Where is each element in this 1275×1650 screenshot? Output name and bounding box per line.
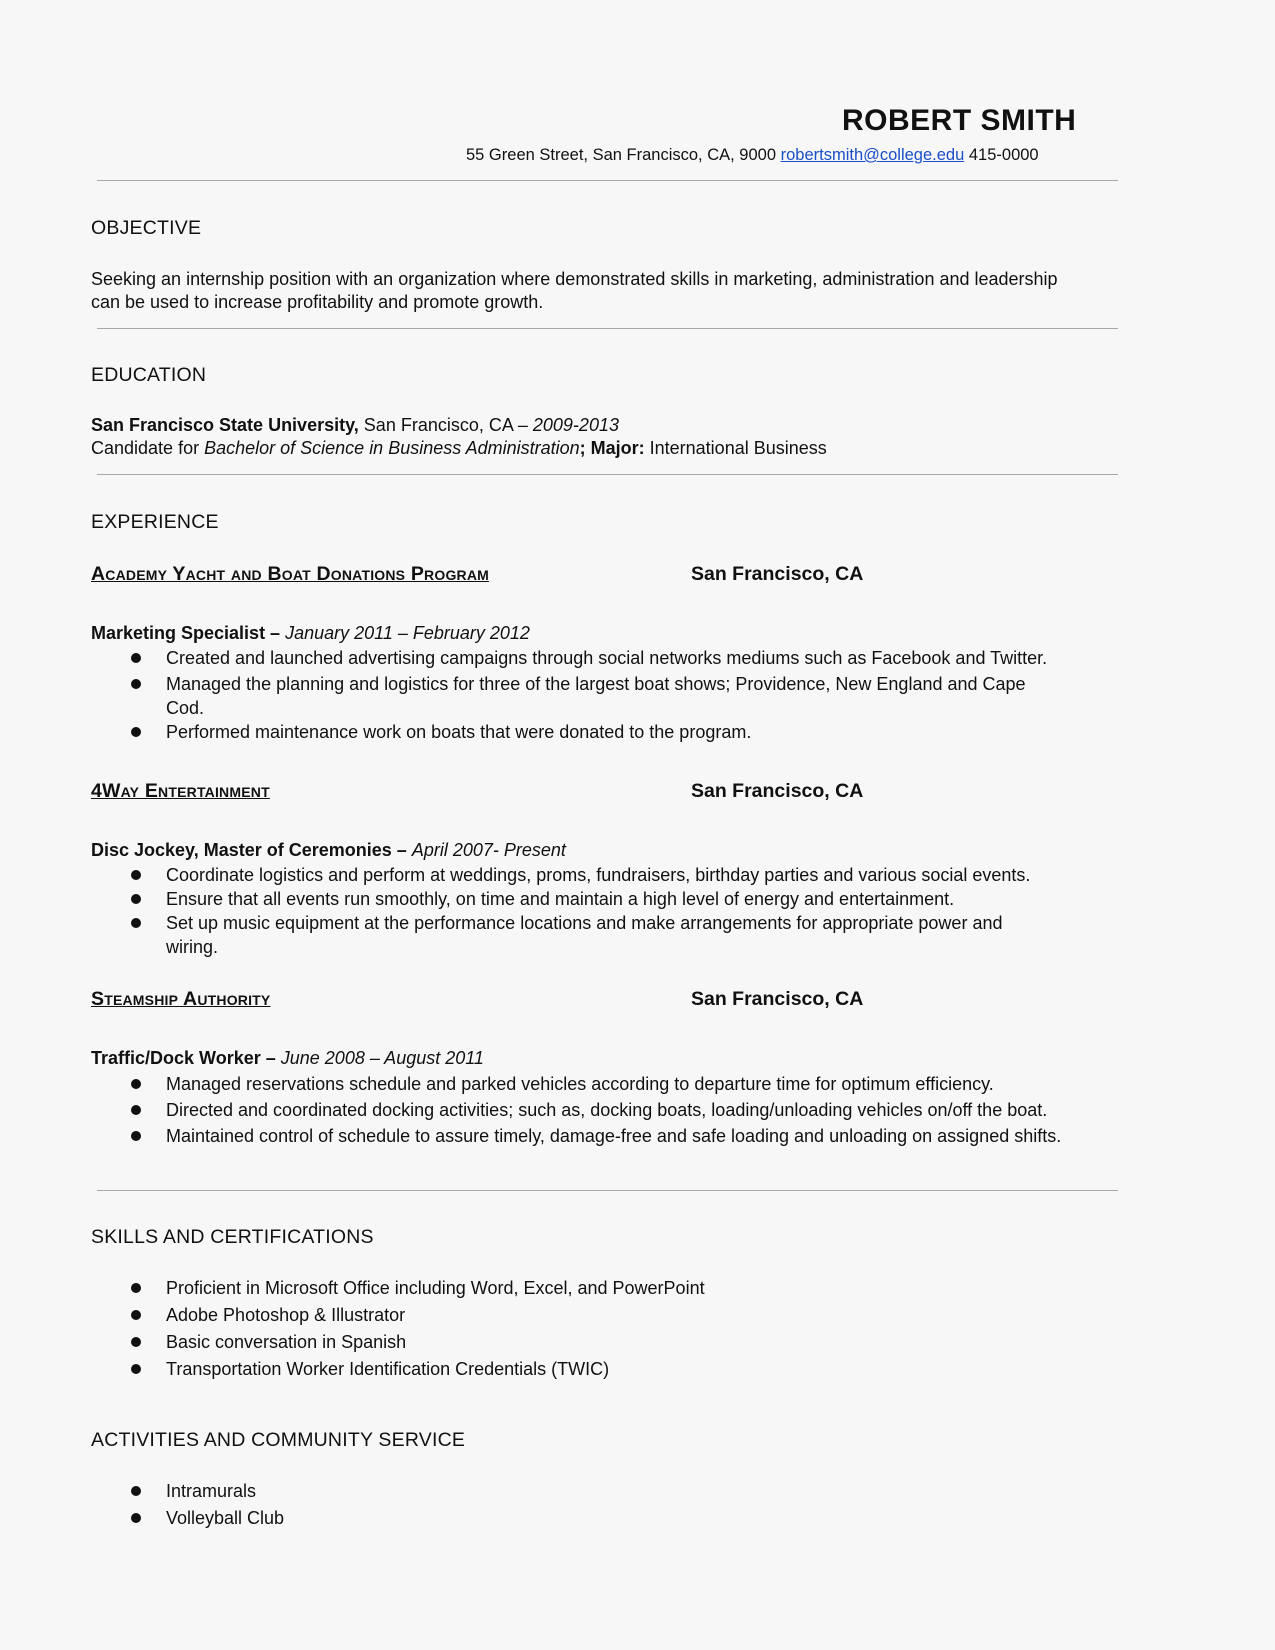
divider	[97, 328, 1118, 329]
bullet-icon	[131, 1364, 141, 1374]
employer-location: San Francisco, CA	[691, 780, 864, 802]
degree-name: Bachelor of Science in Business Administration	[204, 438, 580, 458]
list-item: Ensure that all events run smoothly, on time and maintain a high level of energy and entertainment.	[124, 887, 1046, 911]
employer-name: Steamship Authority	[91, 988, 271, 1010]
candidate-prefix: Candidate for	[91, 438, 200, 458]
divider	[97, 1190, 1118, 1191]
contact-line	[466, 146, 1039, 165]
list-item: Transportation Worker Identification Credentials (TWIC)	[124, 1357, 705, 1381]
skills-heading: SKILLS AND CERTIFICATIONS	[91, 1226, 374, 1248]
education-school-line	[91, 414, 619, 437]
bullet-icon	[131, 727, 141, 737]
school-location: San Francisco, CA –	[363, 415, 528, 435]
bullet-icon	[131, 1105, 141, 1115]
list-item: Created and launched advertising campaigns through social networks mediums such as Facebook and Twitter.	[124, 646, 1066, 670]
bullet-icon	[131, 1337, 141, 1347]
job-title-line	[91, 839, 566, 862]
address: 55 Green Street, San Francisco, CA, 9000	[466, 146, 776, 164]
list-item: Managed reservations schedule and parked vehicles according to departure time for optimum efficiency.	[124, 1072, 1066, 1096]
bullet-icon	[131, 1486, 141, 1496]
list-item: Directed and coordinated docking activities; such as, docking boats, loading/unloading vehicles on/off the boat.	[124, 1098, 1066, 1122]
job-dates: June 2008 – August 2011	[280, 1048, 484, 1068]
bullet-icon	[131, 918, 141, 928]
job-title: Disc Jockey, Master of Ceremonies –	[91, 840, 407, 860]
job-title: Traffic/Dock Worker –	[91, 1048, 276, 1068]
job-bullets	[124, 1072, 1066, 1148]
list-item: Set up music equipment at the performance locations and make arrangements for appropriate power and wiring.	[124, 911, 1046, 959]
list-item: Adobe Photoshop & Illustrator	[124, 1303, 705, 1327]
objective-line-2: can be used to increase profitability and promote growth.	[91, 292, 544, 312]
bullet-icon	[131, 679, 141, 689]
bullet-icon	[131, 1513, 141, 1523]
activities-list	[124, 1479, 284, 1530]
employer-location: San Francisco, CA	[691, 988, 864, 1010]
bullet-icon	[131, 1079, 141, 1089]
job-bullets	[124, 646, 1066, 744]
bullet-icon	[131, 870, 141, 880]
list-item: Maintained control of schedule to assure timely, damage-free and safe loading and unloading on assigned shifts.	[124, 1124, 1066, 1148]
employer-name: 4Way Entertainment	[91, 780, 270, 802]
activities-heading: ACTIVITIES AND COMMUNITY SERVICE	[91, 1429, 466, 1451]
employer-name: Academy Yacht and Boat Donations Program	[91, 563, 490, 585]
phone: 415-0000	[968, 146, 1039, 164]
education-degree-line	[91, 437, 827, 460]
list-item: Volleyball Club	[124, 1506, 284, 1530]
job-title-line	[91, 1047, 484, 1070]
divider	[97, 180, 1118, 181]
bullet-icon	[131, 894, 141, 904]
list-item: Intramurals	[124, 1479, 284, 1503]
job-dates: April 2007- Present	[411, 840, 566, 860]
list-item: Performed maintenance work on boats that were donated to the program.	[124, 720, 1066, 744]
list-item: Coordinate logistics and perform at weddings, proms, fundraisers, birthday parties and various social events.	[124, 863, 1046, 887]
list-item: Proficient in Microsoft Office including Word, Excel, and PowerPoint	[124, 1276, 705, 1300]
bullet-icon	[131, 653, 141, 663]
education-heading: EDUCATION	[91, 364, 207, 386]
major-label: ; Major:	[579, 438, 645, 458]
bullet-icon	[131, 1131, 141, 1141]
list-item: Basic conversation in Spanish	[124, 1330, 705, 1354]
candidate-name: ROBERT SMITH	[842, 104, 1077, 137]
school-name: San Francisco State University,	[91, 415, 359, 435]
job-title-line	[91, 622, 530, 645]
job-bullets	[124, 863, 1046, 959]
objective-line-1: Seeking an internship position with an organization where demonstrated skills in marketing, administration and leadership	[91, 269, 1058, 289]
list-item: Managed the planning and logistics for three of the largest boat shows; Providence, New England and Cape Cod.	[124, 672, 1066, 720]
major-value: International Business	[649, 438, 827, 458]
objective-heading: OBJECTIVE	[91, 217, 202, 239]
job-title: Marketing Specialist –	[91, 623, 281, 643]
bullet-icon	[131, 1283, 141, 1293]
school-years: 2009-2013	[532, 415, 619, 435]
email-link[interactable]: robertsmith@college.edu	[780, 146, 965, 164]
experience-heading: EXPERIENCE	[91, 511, 219, 533]
bullet-icon	[131, 1310, 141, 1320]
divider	[97, 474, 1118, 475]
job-dates: January 2011 – February 2012	[285, 623, 530, 643]
skills-list	[124, 1276, 705, 1381]
employer-location: San Francisco, CA	[691, 563, 864, 585]
